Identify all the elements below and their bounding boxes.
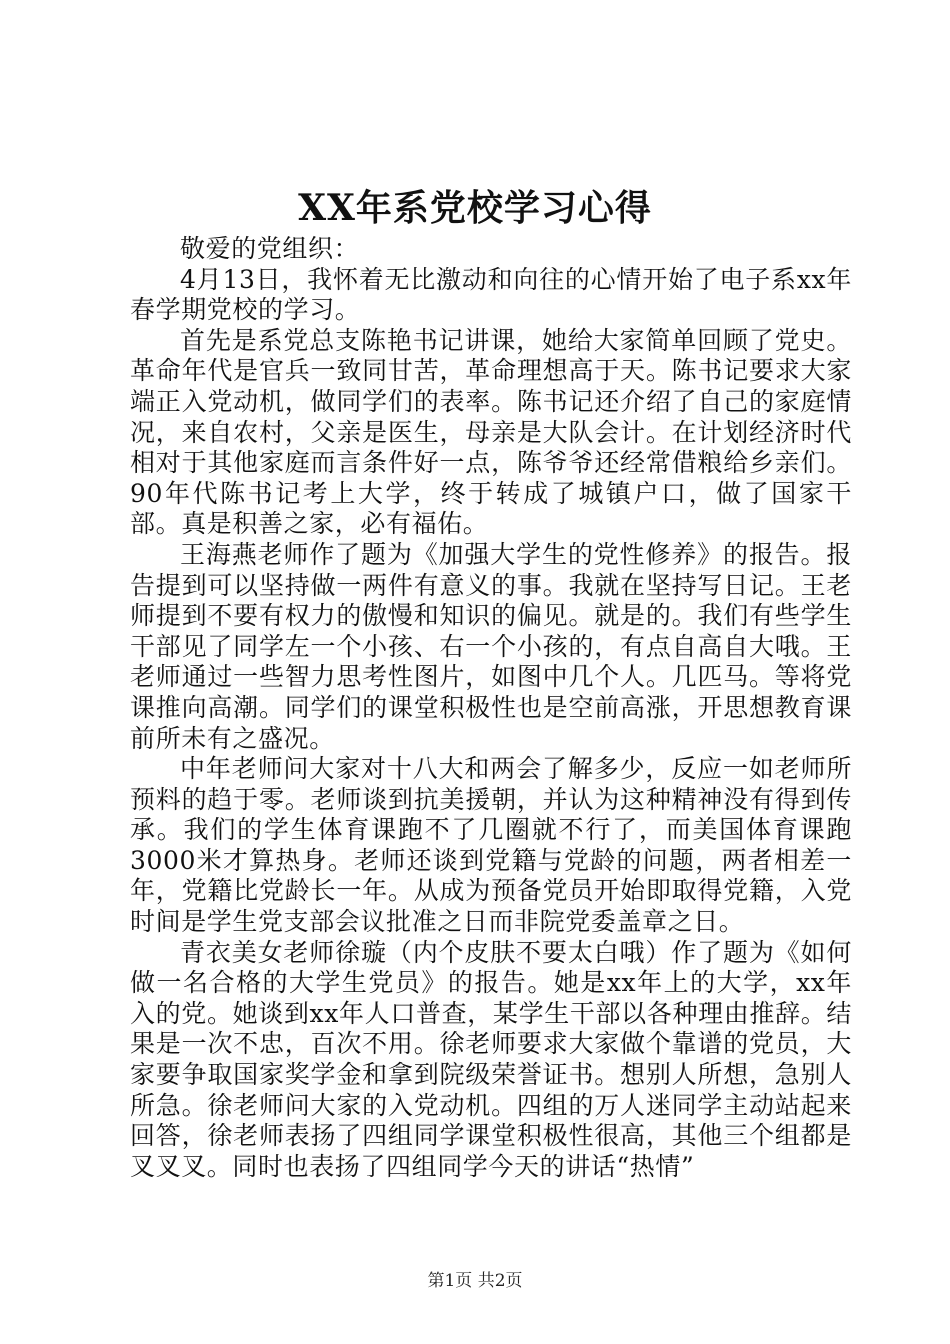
body-paragraph: 青衣美女老师徐璇（内个皮肤不要太白哦）作了题为《如何做一名合格的大学生党员》的报告。她是xx年上的大学，xx年入的党。她谈到xx年人口普查，某学生干部以各种理由推辞。结果是一次不忠，百次不用。徐老师要求大家做个靠谱的党员，大家要争取国家奖学金和拿到院级荣誉证书。想别人所想，急别人所急。徐老师问大家的入党动机。四组的万人迷同学主动站起来回答，徐老师表扬了四组同学课堂积极性很高，其他三个组都是叉叉叉。同时也表扬了四组同学今天的讲话“热情” xyxy=(130,937,852,1181)
salutation-paragraph: 敬爱的党组织： xyxy=(180,234,360,263)
document-title: XX年系党校学习心得 xyxy=(298,187,652,229)
body-paragraph: 首先是系党总支陈艳书记讲课，她给大家简单回顾了党史。革命年代是官兵一致同甘苦，革命理想高于天。陈书记要求大家端正入党动机，做同学们的表率。陈书记还介绍了自己的家庭情况，来自农村，父亲是医生，母亲是大队会计。在计划经济时代相对于其他家庭而言条件好一点，陈爷爷还经常借粮给乡亲们。90年代陈书记考上大学，终于转成了城镇户口，做了国家干部。真是积善之家，必有福佑。 xyxy=(130,325,852,539)
body-paragraph: 王海燕老师作了题为《加强大学生的党性修养》的报告。报告提到可以坚持做一两件有意义的事。我就在坚持写日记。王老师提到不要有权力的傲慢和知识的偏见。就是的。我们有些学生干部见了同学左一个小孩、右一个小孩的，有点自高自大哦。王老师通过一些智力思考性图片，如图中几个人。几匹马。等将党课推向高潮。同学们的课堂积极性也是空前高涨，开思想教育课前所未有之盛况。 xyxy=(130,539,852,753)
body-paragraph: 4月13日，我怀着无比激动和向往的心情开始了电子系xx年春学期党校的学习。 xyxy=(130,264,852,325)
document-body xyxy=(130,234,852,1182)
page-number-footer: 第1页 共2页 xyxy=(427,1271,523,1291)
body-paragraph: 中年老师问大家对十八大和两会了解多少，反应一如老师所预料的趋于零。老师谈到抗美援朝，并认为这种精神没有得到传承。我们的学生体育课跑不了几圈就不行了，而美国体育课跑3000米才算热身。老师还谈到党籍与党龄的问题，两者相差一年，党籍比党龄长一年。从成为预备党员开始即取得党籍，入党时间是学生党支部会议批准之日而非院党委盖章之日。 xyxy=(130,754,852,937)
